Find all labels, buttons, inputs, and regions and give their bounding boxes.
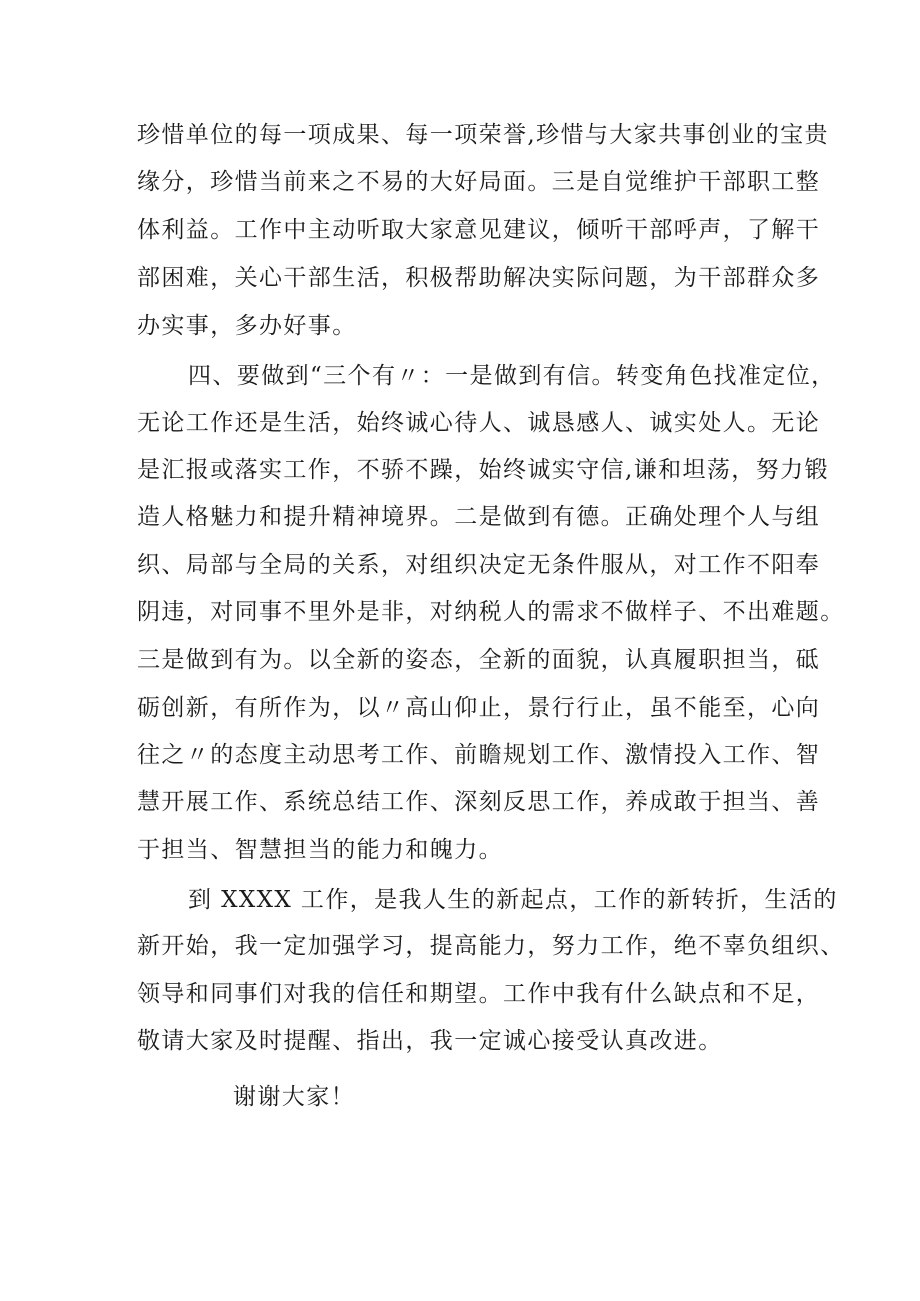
text-line: 领导和同事们对我的信任和期望。工作中我有什么缺点和不足， <box>137 981 821 1007</box>
text-line: 办实事，多办好事。 <box>137 313 357 339</box>
text-line: 体利益。工作中主动听取大家意见建议，倾听干部呼声，了解干 <box>137 217 821 243</box>
text-line: 珍惜单位的每一项成果、每一项荣誉,珍惜与大家共事创业的宝贵 <box>137 122 829 148</box>
text-line: 往之〃的态度主动思考工作、前瞻规划工作、激情投入工作、智 <box>137 742 821 768</box>
closing-line: 谢谢大家！ <box>233 1084 355 1110</box>
text-line: 慧开展工作、系统总结工作、深刻反思工作，养成敢于担当、善 <box>137 789 821 815</box>
text-line: 敬请大家及时提醒、指出，我一定诚心接受认真改进。 <box>137 1028 723 1054</box>
text-line: 是汇报或落实工作，不骄不躁，始终诚实守信,谦和坦荡，努力锻 <box>137 457 829 483</box>
text-line: 新开始，我一定加强学习，提高能力，努力工作，绝不辜负组织、 <box>137 933 845 959</box>
text-line: 三是做到有为。以全新的姿态，全新的面貌，认真履职担当，砥 <box>137 647 821 673</box>
text-line: 无论工作还是生活，始终诚心待人、诚恳感人、诚实处人。无论 <box>137 410 821 436</box>
text-line: 缘分，珍惜当前来之不易的大好局面。三是自觉维护干部职工整 <box>137 169 821 195</box>
text-line: 砺创新，有所作为，以〃高山仰止，景行行止，虽不能至，心向 <box>137 695 821 721</box>
text-line: 阴违，对同事不里外是非，对纳税人的需求不做样子、不出难题。 <box>137 599 845 625</box>
text-line: 于担当、智慧担当的能力和魄力。 <box>137 837 503 863</box>
text-line: 造人格魅力和提升精神境界。二是做到有德。正确处理个人与组 <box>137 504 821 530</box>
paragraph-start-line: 到 XXXX 工作，是我人生的新起点，工作的新转折，生活的 <box>188 887 838 913</box>
text-line: 部困难，关心干部生活，积极帮助解决实际问题，为干部群众多 <box>137 265 821 291</box>
text-line: 织、局部与全局的关系，对组织决定无条件服从，对工作不阳奉 <box>137 552 821 578</box>
paragraph-start-line: 四、要做到“三个有〃：一是做到有信。转变角色找准定位， <box>188 363 836 389</box>
